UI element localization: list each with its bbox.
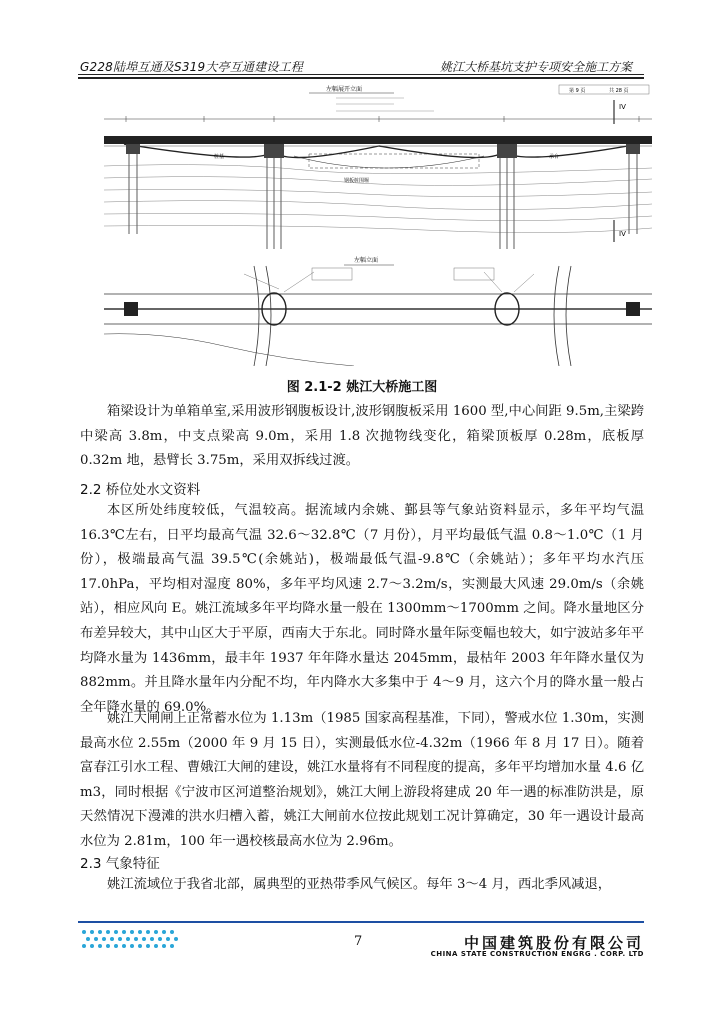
drawing-note-pile: 桩基	[214, 154, 225, 160]
figure-caption: 图 2.1-2 姚江大桥施工图	[286, 380, 438, 395]
paragraph-hydrology: 本区所处纬度较低，气温较高。据流域内余姚、鄞县等气象站资料显示，多年平均气温 16.3℃左右，日平均最高气温 32.6～32.8℃（7 月份），月平均最低气温 0.8～1.0℃（1 月份），极端最高气温 39.5℃(余姚站)，极端最低气温-9.8℃（余姚站）；多年平均水汽压 17.0hPa，平均相对湿度 80%，多年平均风速 2.7～3.2m/s，实测最大风速 29.0m/s（余姚站），相应风向 E。姚江流域多年平均降水量一般在 1300mm～1700mm 之间。降水量地区分布差异较大，其中山区大于平原，西南大于东北。同时降水量年际变幅也较大，如宁波站多年平均降水量为 1436mm，最丰年 1937 年年降水量达 2045mm，最枯年 2003 年年降水量仅为 882mm。并且降水量年内分配不均，年内降水大多集中于 4～9 月，这六个月的降水量一般占全年降水量的 69.0%。	[80, 503, 644, 715]
section-mark-top: IV	[619, 103, 626, 111]
drawing-note-cap: 承台	[549, 154, 560, 160]
drawing-note-cofferdam: 钢板桩围堰	[344, 178, 370, 184]
company-name-en: CHINA STATE CONSTRUCTION ENGRG . CORP. LTD	[430, 950, 644, 958]
header-rule	[78, 74, 644, 75]
page-number: 7	[354, 934, 363, 949]
bridge-construction-drawing	[104, 84, 652, 366]
drawing-sheet: 第 9 页	[569, 88, 586, 94]
paragraph-climate: 姚江流域位于我省北部，属典型的亚热带季风气候区。每年 3～4 月，西北季风减退，	[107, 877, 612, 892]
drawing-sheet-total: 共 28 页	[609, 88, 629, 94]
section-heading-hydrology: 2.2 桥位处水文资料	[80, 482, 201, 498]
drawing-title-bottom: 左幅立面	[354, 257, 379, 264]
company-name-cn: 中国建筑股份有限公司	[463, 934, 644, 952]
section-mark-bottom: IV	[619, 230, 626, 238]
header-rule-thick	[78, 77, 644, 79]
header-project-title: G228陆埠互通及S319大亭互通建设工程	[80, 60, 303, 74]
footer-rule	[78, 921, 644, 923]
company-logo-pattern-icon	[80, 928, 200, 952]
header-doc-title: 姚江大桥基坑支护专项安全施工方案	[439, 60, 632, 74]
paragraph-water-level: 姚江大闸闸上正常蓄水位为 1.13m（1985 国家高程基准，下同），警戒水位 1.30m，实测最高水位 2.55m（2000 年 9 月 15 日），实测最低水位-4.32m（1966 年 8 月 17 日）。随着富春江引水工程、曹娥江大闸的建设，姚江水量将有不同程度的提高，多年平均增加水量 4.6 亿 m3，同时根据《宁波市区河道整治规划》，姚江大闸上游段将建成 20 年一遇的标准防洪是，原天然情况下漫滩的洪水归槽入蓄，姚江大闸前水位按此规划工况计算确定，30 年一遇设计最高水位为 2.81m，100 年一遇校核最高水位为 2.96m。	[80, 711, 644, 849]
paragraph-box-girder: 箱梁设计为单箱单室,采用波形钢腹板设计,波形钢腹板采用 1600 型,中心间距 9.5m,主梁跨中梁高 3.8m，中支点梁高 9.0m，采用 1.8 次抛物线变化，箱梁顶板厚 0.28m，底板厚 0.32m 地，悬臂长 3.75m，采用双拆线过渡。	[80, 404, 644, 469]
drawing-title-top: 左幅展开立面	[326, 86, 363, 93]
section-heading-climate: 2.3 气象特征	[80, 856, 160, 872]
